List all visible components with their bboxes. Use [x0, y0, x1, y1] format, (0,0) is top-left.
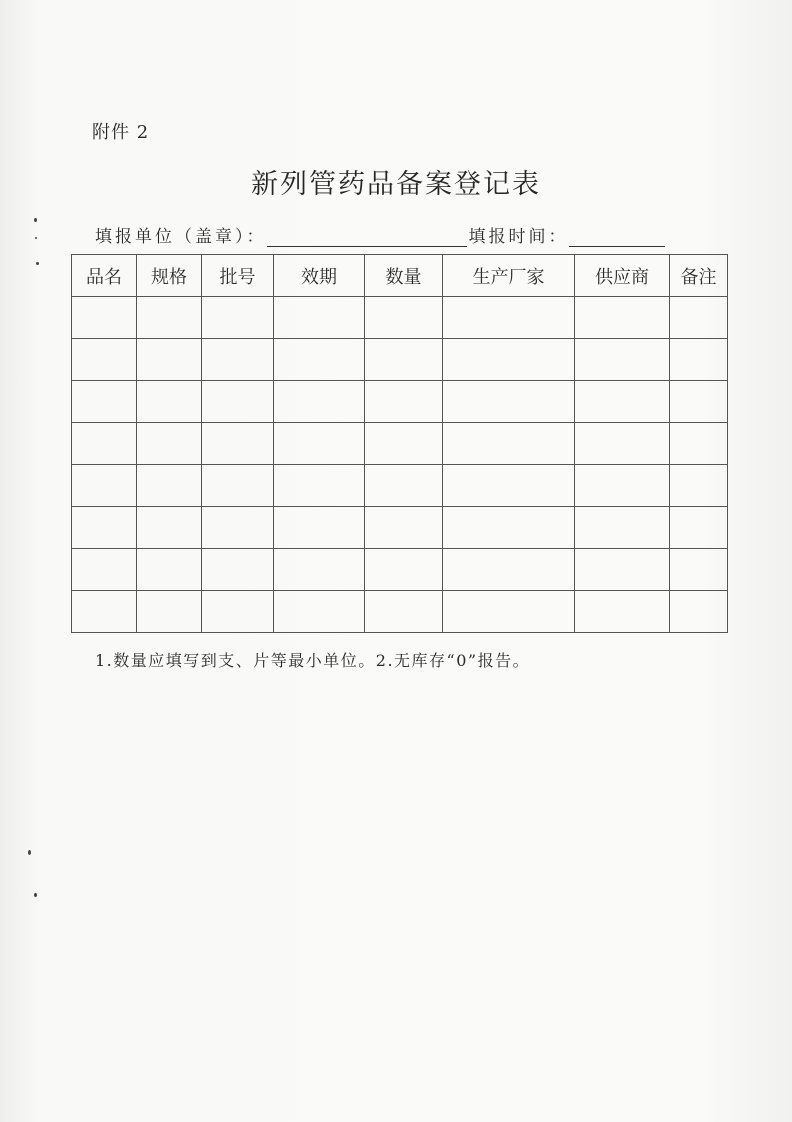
- table-row: [72, 423, 728, 465]
- table-cell[interactable]: [202, 381, 274, 423]
- table-cell[interactable]: [670, 381, 728, 423]
- fill-row: [95, 222, 665, 247]
- table-row: [72, 507, 728, 549]
- table-cell[interactable]: [365, 465, 443, 507]
- table-cell[interactable]: [274, 423, 365, 465]
- table-cell[interactable]: [575, 297, 670, 339]
- table-row: [72, 297, 728, 339]
- table-cell[interactable]: [137, 339, 202, 381]
- table-cell[interactable]: [202, 423, 274, 465]
- table-cell[interactable]: [365, 339, 443, 381]
- table-cell[interactable]: [365, 381, 443, 423]
- table-row: [72, 339, 728, 381]
- header-cell: 批号: [202, 255, 274, 297]
- table-cell[interactable]: [443, 507, 575, 549]
- table-cell[interactable]: [72, 549, 137, 591]
- table-cell[interactable]: [137, 465, 202, 507]
- table-cell[interactable]: [274, 507, 365, 549]
- table-cell[interactable]: [443, 297, 575, 339]
- header-cell: 数量: [365, 255, 443, 297]
- table-cell[interactable]: [137, 507, 202, 549]
- table-cell[interactable]: [72, 339, 137, 381]
- table-cell[interactable]: [202, 297, 274, 339]
- table-cell[interactable]: [670, 591, 728, 633]
- table-cell[interactable]: [575, 507, 670, 549]
- table-cell[interactable]: [202, 465, 274, 507]
- table-cell[interactable]: [202, 591, 274, 633]
- header-cell: 品名: [72, 255, 137, 297]
- table-cell[interactable]: [137, 423, 202, 465]
- header-cell: 生产厂家: [443, 255, 575, 297]
- header-cell: 备注: [670, 255, 728, 297]
- table-cell[interactable]: [137, 381, 202, 423]
- table-cell[interactable]: [670, 423, 728, 465]
- table-row: [72, 549, 728, 591]
- time-label: 填报时间：: [468, 227, 569, 247]
- table-cell[interactable]: [575, 549, 670, 591]
- header-row: [72, 255, 728, 297]
- scan-speck: [35, 237, 37, 239]
- table-cell[interactable]: [670, 297, 728, 339]
- table-cell[interactable]: [274, 381, 365, 423]
- table-cell[interactable]: [137, 549, 202, 591]
- table-cell[interactable]: [365, 423, 443, 465]
- table-row: [72, 465, 728, 507]
- table-cell[interactable]: [443, 381, 575, 423]
- footnote: 1.数量应填写到支、片等最小单位。2.无库存“0”报告。: [95, 651, 531, 670]
- table-cell[interactable]: [72, 297, 137, 339]
- form-title: 新列管药品备案登记表: [251, 169, 541, 200]
- table-cell[interactable]: [443, 423, 575, 465]
- table-cell[interactable]: [443, 339, 575, 381]
- scan-speck: [34, 218, 37, 222]
- table-row: [72, 381, 728, 423]
- table-cell[interactable]: [443, 591, 575, 633]
- table-cell[interactable]: [365, 507, 443, 549]
- table-row: [72, 591, 728, 633]
- table-cell[interactable]: [72, 591, 137, 633]
- scan-speck: [34, 893, 37, 897]
- table-cell[interactable]: [274, 591, 365, 633]
- table-cell[interactable]: [365, 591, 443, 633]
- table-cell[interactable]: [443, 549, 575, 591]
- table-cell[interactable]: [670, 549, 728, 591]
- unit-label: 填报单位（盖章）：: [95, 227, 267, 247]
- table-cell[interactable]: [137, 297, 202, 339]
- table-cell[interactable]: [575, 339, 670, 381]
- table-cell[interactable]: [137, 591, 202, 633]
- table-cell[interactable]: [365, 549, 443, 591]
- scan-speck: [36, 262, 39, 265]
- table-cell[interactable]: [670, 465, 728, 507]
- table-cell[interactable]: [274, 339, 365, 381]
- table-cell[interactable]: [365, 297, 443, 339]
- table-cell[interactable]: [202, 339, 274, 381]
- table-cell[interactable]: [575, 381, 670, 423]
- unit-blank-line[interactable]: [267, 228, 467, 247]
- table-cell[interactable]: [202, 507, 274, 549]
- table-cell[interactable]: [575, 423, 670, 465]
- register-table: [71, 254, 728, 633]
- table-cell[interactable]: [274, 297, 365, 339]
- table-cell[interactable]: [72, 423, 137, 465]
- annex-label: 附件 2: [92, 122, 150, 143]
- header-cell: 效期: [274, 255, 365, 297]
- table-cell[interactable]: [670, 507, 728, 549]
- table-cell[interactable]: [72, 465, 137, 507]
- table-cell[interactable]: [575, 591, 670, 633]
- table-cell[interactable]: [670, 339, 728, 381]
- scan-speck: [28, 850, 31, 855]
- header-cell: 供应商: [575, 255, 670, 297]
- table-cell[interactable]: [72, 507, 137, 549]
- table-cell[interactable]: [575, 465, 670, 507]
- table-cell[interactable]: [443, 465, 575, 507]
- table-cell[interactable]: [274, 465, 365, 507]
- table-body: [72, 297, 728, 633]
- table-cell[interactable]: [202, 549, 274, 591]
- table-cell[interactable]: [72, 381, 137, 423]
- table-cell[interactable]: [274, 549, 365, 591]
- header-cell: 规格: [137, 255, 202, 297]
- time-blank-line[interactable]: [569, 228, 665, 247]
